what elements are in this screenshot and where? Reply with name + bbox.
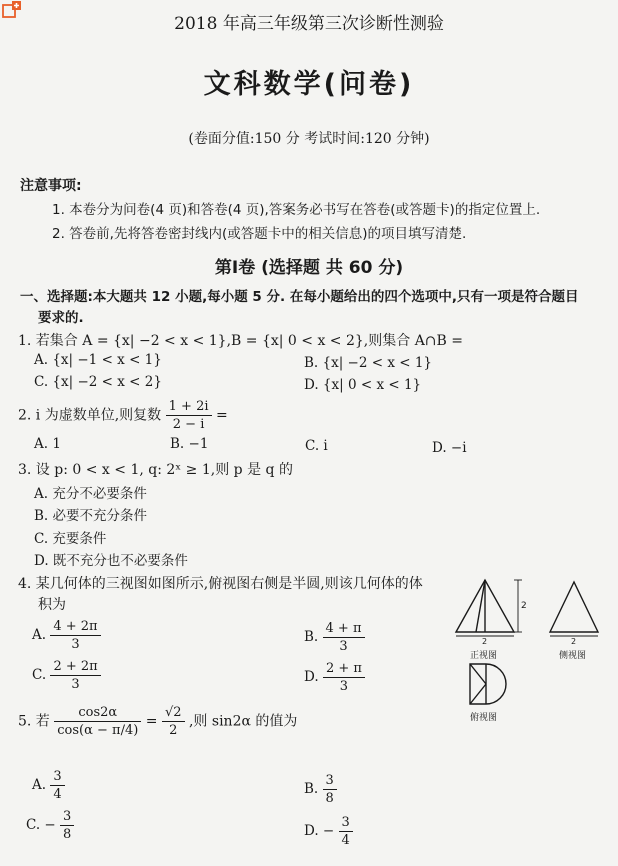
q3-option-b: B. 必要不充分条件 [34, 508, 148, 524]
q4-b-label: B. [304, 629, 319, 645]
q2-stem [18, 398, 228, 433]
q5-lhs-den: cos(α − π/4) [57, 723, 139, 738]
q5-b-den: 8 [325, 791, 334, 806]
q5-c-fraction [60, 808, 74, 843]
notice-item-2: 2. 答卷前,先将答卷密封线内(或答题卡中的相关信息)的项目填写清楚. [52, 226, 467, 242]
q4-option-b [304, 620, 365, 655]
q5-option-a [32, 768, 65, 803]
q5-c-label: C. − [26, 817, 56, 833]
q5-suffix: ,则 sin2α 的值为 [188, 713, 298, 730]
q2-suffix: = [215, 407, 228, 424]
q4-d-num: 2 + π [323, 660, 365, 678]
q5-a-fraction [50, 768, 64, 803]
exam-title: 2018 年高三年级第三次诊断性测验 [174, 14, 444, 34]
q4-a-den: 3 [71, 637, 80, 652]
front-view-label: 正视图 [470, 651, 498, 661]
q1-option-a: A. {x| −1 < x < 1} [34, 352, 162, 368]
q4-d-label: D. [304, 669, 319, 685]
q2-fraction [166, 398, 212, 433]
side-width-label: 2 [571, 637, 577, 646]
q1-option-c: C. {x| −2 < x < 2} [34, 374, 162, 390]
q5-option-c [26, 808, 74, 843]
q4-d-fraction [323, 660, 365, 695]
q5-a-num: 3 [50, 768, 64, 786]
q5-lhs-num: cos2α [54, 704, 141, 722]
side-view [550, 582, 598, 636]
q5-d-label: D. − [304, 823, 335, 839]
q5-b-num: 3 [323, 772, 337, 790]
part-title: 第Ⅰ卷 (选择题 共 60 分) [214, 258, 404, 278]
three-view-figure [440, 572, 618, 732]
q4-b-num: 4 + π [323, 620, 365, 638]
q4-b-den: 3 [339, 639, 348, 654]
q5-b-fraction [323, 772, 337, 807]
q2-prefix: 2. i 为虚数单位,则复数 [18, 407, 162, 424]
q1-option-d: D. {x| 0 < x < 1} [304, 377, 422, 393]
q4-c-den: 3 [71, 677, 80, 692]
q4-c-num: 2 + 2π [50, 658, 100, 676]
q1-stem: 1. 若集合 A = {x| −2 < x < 1},B = {x| 0 < x < 2},则集合 A∩B = [18, 333, 464, 349]
q4-b-fraction [323, 620, 365, 655]
q4-option-d [304, 660, 365, 695]
q2-denominator: 2 − i [172, 417, 205, 432]
side-view-label: 侧视图 [559, 651, 587, 661]
front-height-label: 2 [521, 601, 527, 611]
front-width-label: 2 [482, 637, 488, 646]
q3-option-c: C. 充要条件 [34, 531, 107, 547]
paper-title: 文科数学(问卷) [203, 69, 415, 100]
top-view [470, 664, 506, 704]
exam-subtitle: (卷面分值:150 分 考试时间:120 分钟) [188, 131, 430, 147]
q5-b-label: B. [304, 781, 319, 797]
q4-stem-cont: 积为 [38, 597, 66, 613]
notice-heading: 注意事项: [20, 178, 82, 194]
q2-numerator: 1 + 2i [166, 398, 212, 416]
q5-a-label: A. [32, 777, 47, 793]
q2-option-a: A. 1 [34, 436, 61, 452]
q5-a-den: 4 [53, 787, 62, 802]
section-instruction-cont: 要求的. [38, 310, 84, 326]
q1-option-b: B. {x| −2 < x < 1} [304, 355, 433, 371]
q5-d-fraction [339, 814, 353, 849]
q4-option-a [32, 618, 101, 653]
q3-stem: 3. 设 p: 0 < x < 1, q: 2ˣ ≥ 1,则 p 是 q 的 [18, 462, 293, 478]
q2-option-d: D. −i [432, 440, 467, 456]
section-instruction: 一、选择题:本大题共 12 小题,每小题 5 分. 在每小题给出的四个选项中,只有一项是符合题目 [20, 289, 579, 305]
q5-rhs-num: √2 [162, 704, 185, 722]
q5-c-den: 8 [63, 827, 72, 842]
q5-option-b [304, 772, 337, 807]
q5-rhs-den: 2 [169, 723, 178, 738]
q4-option-c [32, 658, 101, 693]
q5-lhs-fraction [54, 704, 141, 739]
q4-c-fraction [50, 658, 100, 693]
q5-d-num: 3 [339, 814, 353, 832]
notice-item-1: 1. 本卷分为问卷(4 页)和答卷(4 页),答案务必书写在答卷(或答题卡)的指定位置上. [52, 202, 541, 218]
q5-option-d [304, 814, 353, 849]
q5-c-num: 3 [60, 808, 74, 826]
q5-d-den: 4 [341, 833, 350, 848]
q4-c-label: C. [32, 667, 47, 683]
q5-equals: = [145, 713, 158, 730]
front-view [456, 580, 522, 636]
q2-option-c: C. i [305, 438, 328, 454]
q4-a-fraction [50, 618, 100, 653]
q5-rhs-fraction [162, 704, 185, 739]
q4-d-den: 3 [339, 679, 349, 694]
q4-a-num: 4 + 2π [50, 618, 100, 636]
q4-a-label: A. [32, 627, 47, 643]
q3-option-a: A. 充分不必要条件 [34, 486, 147, 502]
q3-option-d: D. 既不充分也不必要条件 [34, 553, 188, 569]
q5-stem [18, 704, 297, 739]
top-view-label: 俯视图 [470, 713, 498, 723]
q4-stem: 4. 某几何体的三视图如图所示,俯视图右侧是半圆,则该几何体的体 [18, 576, 423, 592]
q5-prefix: 5. 若 [18, 713, 50, 730]
q2-option-b: B. −1 [170, 436, 209, 452]
